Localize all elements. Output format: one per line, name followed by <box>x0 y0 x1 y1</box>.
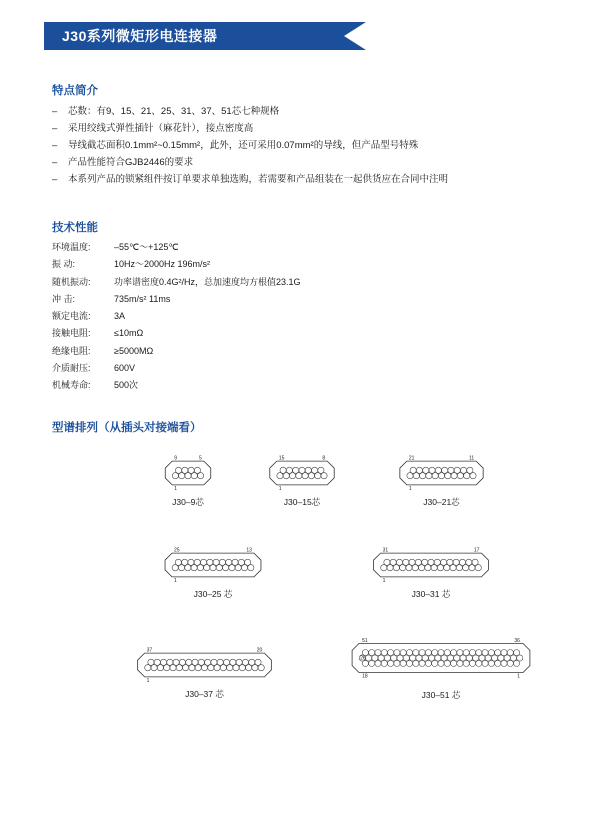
spec-row <box>52 377 532 394</box>
svg-text:20: 20 <box>256 647 263 654</box>
figure-caption: J30–21芯 <box>423 497 460 507</box>
svg-text:1: 1 <box>278 485 282 492</box>
spec-row <box>52 325 532 342</box>
spec-row <box>52 256 532 273</box>
svg-text:13: 13 <box>246 547 252 554</box>
svg-text:1: 1 <box>174 485 178 492</box>
connector-diagram-37 <box>97 644 312 684</box>
svg-text:8: 8 <box>322 455 326 462</box>
connector-figure-37 <box>97 644 312 699</box>
list-item <box>52 120 572 137</box>
svg-text:1: 1 <box>382 577 386 584</box>
figure-caption: J30–51 芯 <box>421 690 461 700</box>
svg-text:17: 17 <box>473 547 480 554</box>
bullet-dash: – <box>52 174 58 185</box>
svg-text:37: 37 <box>146 647 153 654</box>
svg-text:15: 15 <box>278 455 285 462</box>
bullet-dash: – <box>52 140 58 151</box>
svg-text:1: 1 <box>408 485 412 492</box>
connector-diagram-15 <box>247 452 357 492</box>
svg-text:31: 31 <box>382 547 389 554</box>
feature-text: 本系列产品的锁紧组件按订单要求单独选购，若需要和产品组装在一起供货应在合同中注明 <box>68 174 449 185</box>
connector-diagram-9 <box>142 452 234 492</box>
spec-label: 冲 击: <box>52 293 76 304</box>
spec-row <box>52 308 532 325</box>
spec-label: 额定电流: <box>52 311 91 322</box>
figure-caption: J30–25 芯 <box>193 589 233 599</box>
connector-figure-9 <box>142 452 234 507</box>
spec-row <box>52 291 532 308</box>
spec-label: 绝缘电阻: <box>52 345 91 356</box>
connector-figure-51 <box>333 627 549 700</box>
figure-caption: J30–9芯 <box>172 497 204 507</box>
banner-arrow-shape <box>344 22 366 50</box>
list-item <box>52 171 572 188</box>
spec-row <box>52 239 532 256</box>
spec-label: 介质耐压: <box>52 363 91 374</box>
bullet-dash: – <box>52 123 58 134</box>
section-title-specs: 技术性能 <box>52 222 98 234</box>
header-banner <box>44 22 384 50</box>
spec-label: 环境温度: <box>52 242 91 252</box>
feature-text: 芯数：有9、15、21、25、31、37、51芯七种规格 <box>68 106 280 117</box>
list-item <box>52 137 572 154</box>
spec-value: 500次 <box>114 380 139 391</box>
svg-text:18: 18 <box>362 673 368 680</box>
section-title-layouts: 型谱排列（从插头对接端看） <box>52 422 202 434</box>
svg-text:51: 51 <box>362 637 368 644</box>
page-title: J30系列微矩形电连接器 <box>62 28 218 44</box>
feature-text: 采用绞线式弹性插针（麻花针），接点密度高 <box>68 123 254 134</box>
specs-table <box>52 239 532 395</box>
list-item <box>52 103 572 120</box>
spec-row <box>52 274 532 291</box>
feature-text: 产品性能符合GJB2446的要求 <box>68 157 194 168</box>
spec-row <box>52 360 532 377</box>
connector-diagram-25 <box>134 544 292 584</box>
connector-figure-15 <box>247 452 357 507</box>
svg-text:1: 1 <box>517 673 520 680</box>
svg-text:5: 5 <box>198 455 202 462</box>
connector-figure-31 <box>338 544 524 599</box>
spec-label: 机械寿命: <box>52 380 91 391</box>
connector-diagram-51 <box>333 627 549 687</box>
svg-text:36: 36 <box>514 637 520 644</box>
spec-value: 10Hz～2000Hz 196m/s² <box>114 259 211 270</box>
bullet-dash: – <box>52 106 58 117</box>
bullet-dash: – <box>52 157 58 168</box>
svg-text:25: 25 <box>174 547 180 554</box>
svg-text:9: 9 <box>174 455 178 462</box>
figure-caption: J30–31 芯 <box>411 589 451 599</box>
features-list <box>52 103 572 188</box>
spec-label: 接触电阻: <box>52 328 91 339</box>
figure-caption: J30–37 芯 <box>185 689 224 699</box>
svg-text:1: 1 <box>174 577 177 584</box>
connector-diagram-31 <box>338 544 524 584</box>
feature-text: 导线截芯面积0.1mm²~0.15mm²，此外，还可采用0.07mm²的导线，但产品型号特殊 <box>68 140 419 151</box>
figure-caption: J30–15芯 <box>283 497 321 507</box>
spec-label: 振 动: <box>52 259 76 270</box>
connector-diagram-21 <box>373 452 510 492</box>
spec-value: 3A <box>114 311 126 322</box>
spec-value: 600V <box>114 363 136 374</box>
svg-text:26: 26 <box>360 655 366 662</box>
spec-row <box>52 343 532 360</box>
connector-figure-25 <box>134 544 292 599</box>
spec-label: 随机振动: <box>52 276 91 287</box>
spec-value: 735m/s² 11ms <box>114 293 171 304</box>
spec-value: ≤10mΩ <box>114 328 144 339</box>
svg-text:1: 1 <box>146 677 150 684</box>
section-title-features: 特点简介 <box>52 85 98 97</box>
svg-text:11: 11 <box>468 455 475 462</box>
list-item <box>52 154 572 171</box>
spec-value: –55℃～+125℃ <box>114 242 179 252</box>
spec-value: ≥5000MΩ <box>114 345 154 356</box>
svg-text:21: 21 <box>408 455 415 462</box>
connector-figure-21 <box>373 452 510 507</box>
spec-value: 功率谱密度0.4G²/Hz，总加速度均方根值23.1G <box>114 276 301 287</box>
